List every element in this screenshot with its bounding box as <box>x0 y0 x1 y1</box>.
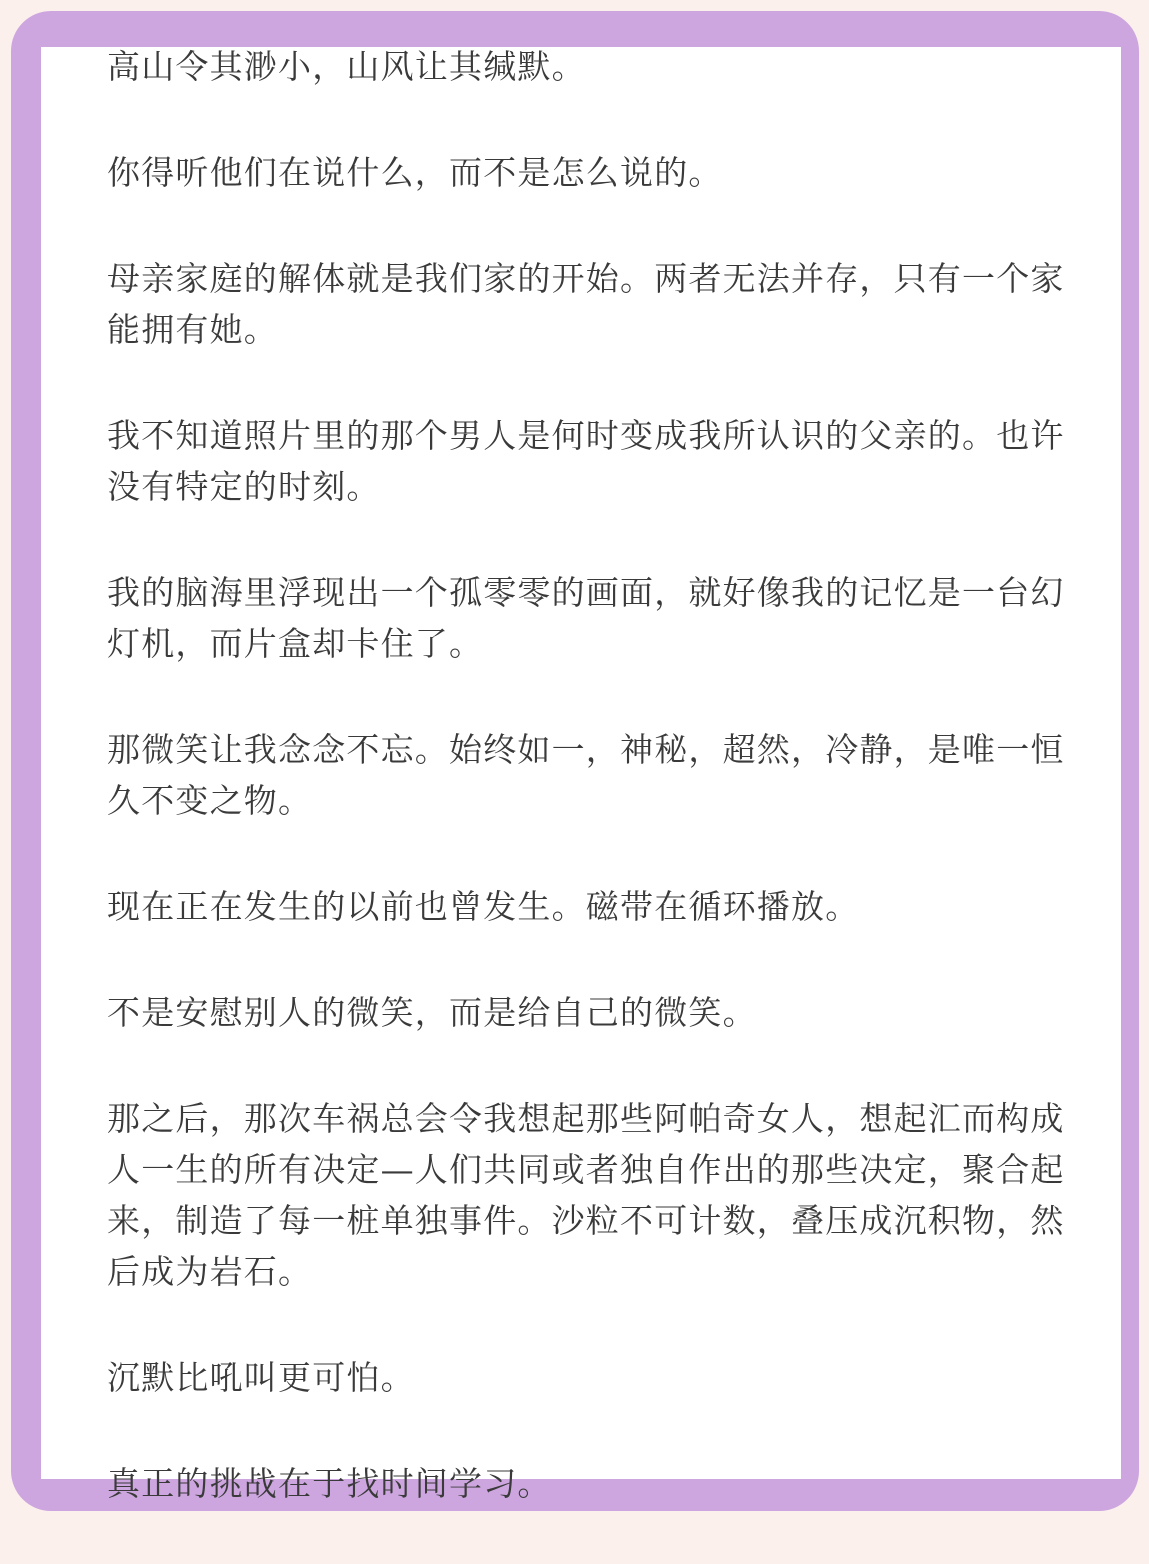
quote-paragraph: 我的脑海里浮现出一个孤零零的画面，就好像我的记忆是一台幻灯机，而片盒却卡住了。 <box>107 573 1065 663</box>
quote-paragraph: 我不知道照片里的那个男人是何时变成我所认识的父亲的。也许没有特定的时刻。 <box>107 416 1065 506</box>
quote-paragraph: 母亲家庭的解体就是我们家的开始。两者无法并存，只有一个家能拥有她。 <box>107 259 1065 349</box>
quote-paragraph: 沉默比吼叫更可怕。 <box>107 1358 415 1397</box>
note-page <box>41 47 1121 1503</box>
quote-paragraph: 不是安慰别人的微笑，而是给自己的微笑。 <box>107 993 757 1032</box>
quote-paragraph: 现在正在发生的以前也曾发生。磁带在循环播放。 <box>107 887 860 926</box>
quote-paragraph: 你得听他们在说什么，而不是怎么说的。 <box>107 153 723 192</box>
quote-paragraph: 高山令其渺小，山风让其缄默。 <box>107 47 586 86</box>
quote-list <box>107 41 1067 1564</box>
quote-paragraph: 那微笑让我念念不忘。始终如一，神秘，超然，冷静，是唯一恒久不变之物。 <box>107 730 1065 820</box>
quote-paragraph: 真正的挑战在于找时间学习。 <box>107 1464 552 1503</box>
quote-paragraph: 那之后，那次车祸总会令我想起那些阿帕奇女人，想起汇而构成人一生的所有决定—人们共同或者独自作出的那些决定，聚合起来，制造了每一桩单独事件。沙粒不可计数，叠压成沉积物，然后成为岩石。 <box>107 1099 1065 1291</box>
